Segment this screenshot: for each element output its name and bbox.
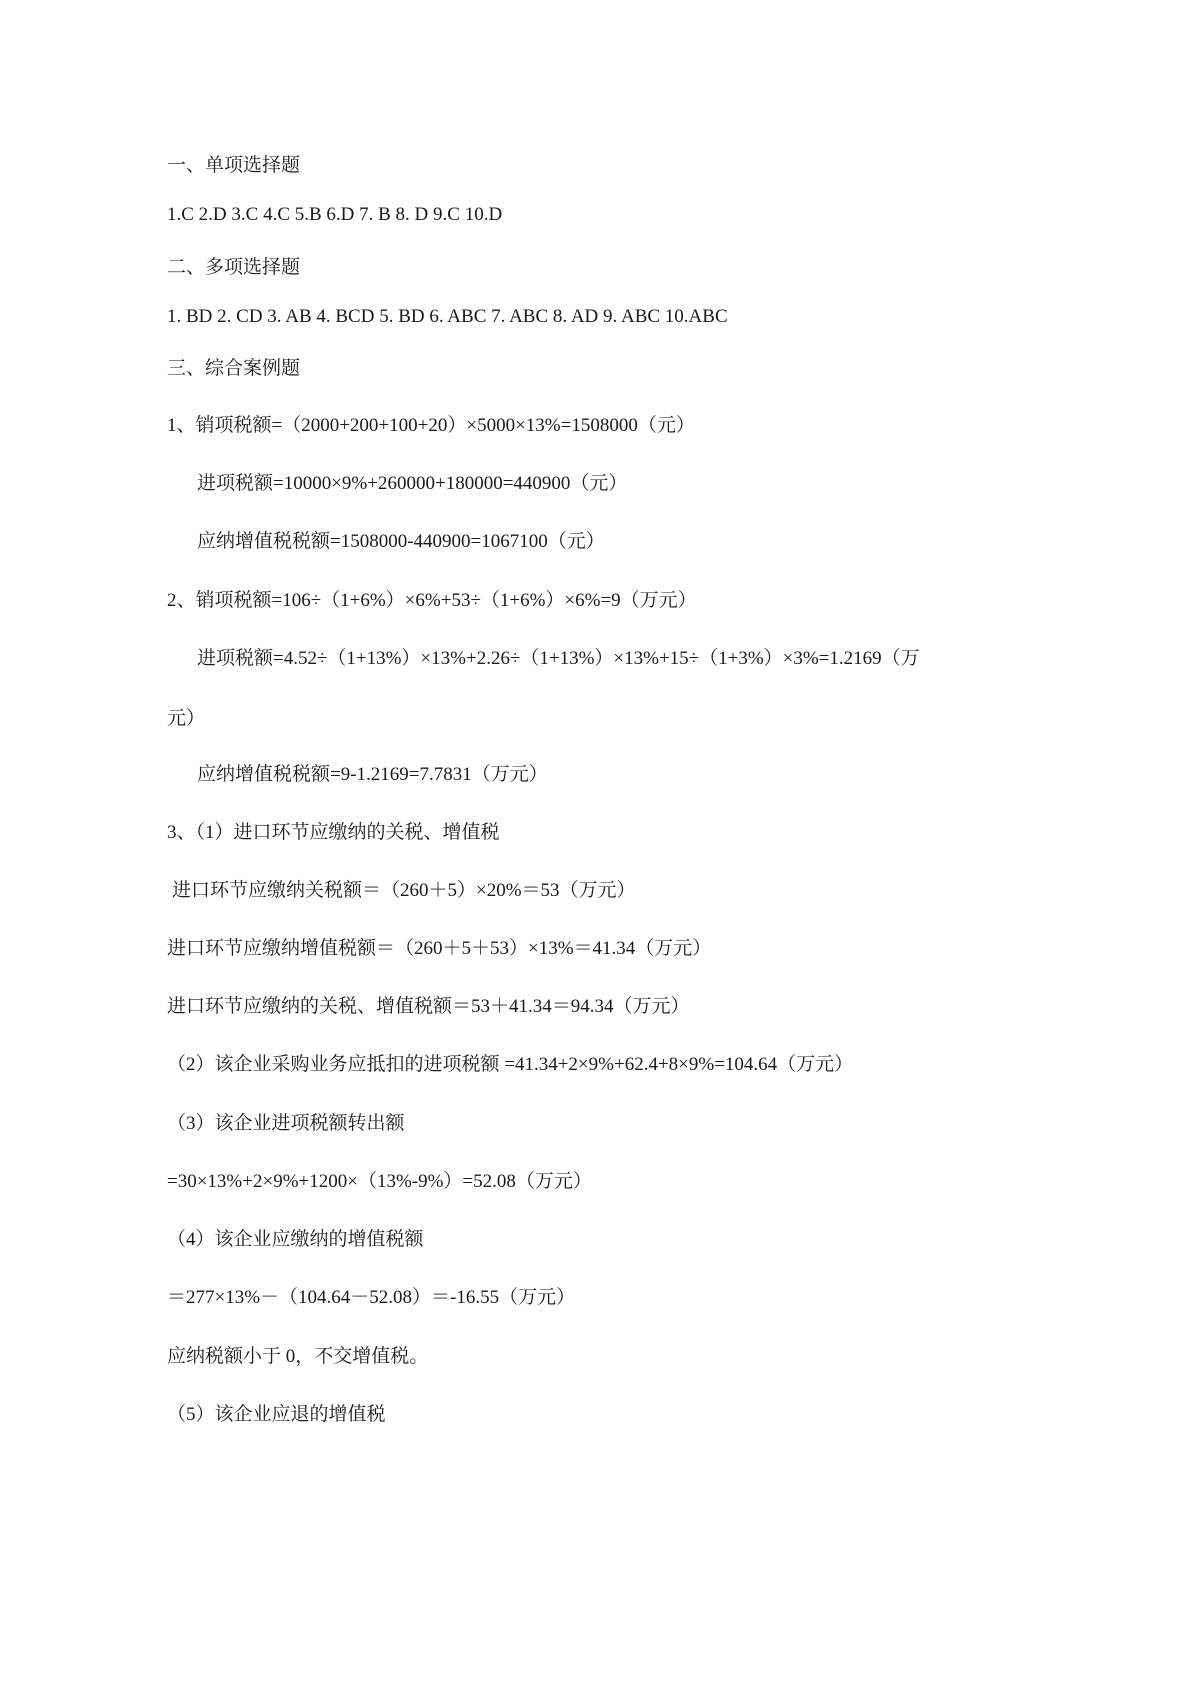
case3-q1-heading: 3、（1）进口环节应缴纳的关税、增值税	[167, 822, 500, 843]
single-choice-heading: 一、单项选择题	[167, 154, 301, 176]
case3-q5-heading: （5）该企业应退的增值税	[167, 1404, 386, 1425]
case3-q4-calculation: ＝277×13%－（104.64－52.08）＝-16.55（万元）	[167, 1287, 576, 1308]
case3-import-total: 进口环节应缴纳的关税、增值税额＝53＋41.34＝94.34（万元）	[167, 996, 690, 1017]
case-study-heading: 三、综合案例题	[167, 357, 301, 379]
case3-import-vat: 进口环节应缴纳增值税额＝（260＋5＋53）×13%＝41.34（万元）	[167, 938, 712, 959]
case3-q2-deductible-input: （2）该企业采购业务应抵扣的进项税额 =41.34+2×9%+62.4+8×9%=104.64（万元）	[167, 1054, 854, 1075]
case1-output-tax: 1、销项税额=（2000+200+100+20）×5000×13%=1508000（元）	[167, 415, 695, 436]
single-choice-answers: 1.C 2.D 3.C 4.C 5.B 6.D 7. B 8. D 9.C 10.D	[167, 204, 503, 225]
multi-choice-heading: 二、多项选择题	[167, 256, 301, 278]
case2-input-tax-continued: 元）	[167, 707, 206, 729]
case3-q4-heading: （4）该企业应缴纳的增值税额	[167, 1229, 424, 1250]
case3-q3-heading: （3）该企业进项税额转出额	[167, 1113, 405, 1134]
case1-vat-payable: 应纳增值税税额=1508000-440900=1067100（元）	[197, 531, 605, 552]
case2-vat-payable: 应纳增值税税额=9-1.2169=7.7831（万元）	[197, 764, 548, 785]
multi-choice-answers: 1. BD 2. CD 3. AB 4. BCD 5. BD 6. ABC 7. ABC 8. AD 9. ABC 10.ABC	[167, 306, 728, 327]
case2-output-tax: 2、销项税额=106÷（1+6%）×6%+53÷（1+6%）×6%=9（万元）	[167, 590, 697, 611]
case3-q3-calculation: =30×13%+2×9%+1200×（13%-9%）=52.08（万元）	[167, 1171, 592, 1192]
case3-q4-note: 应纳税额小于 0，不交增值税。	[167, 1346, 429, 1367]
case2-input-tax: 进项税额=4.52÷（1+13%）×13%+2.26÷（1+13%）×13%+15÷（1+3%）×3%=1.2169（万	[197, 648, 920, 669]
case1-input-tax: 进项税额=10000×9%+260000+180000=440900（元）	[197, 473, 628, 494]
case3-import-tariff: 进口环节应缴纳关税额＝（260＋5）×20%＝53（万元）	[172, 880, 636, 901]
